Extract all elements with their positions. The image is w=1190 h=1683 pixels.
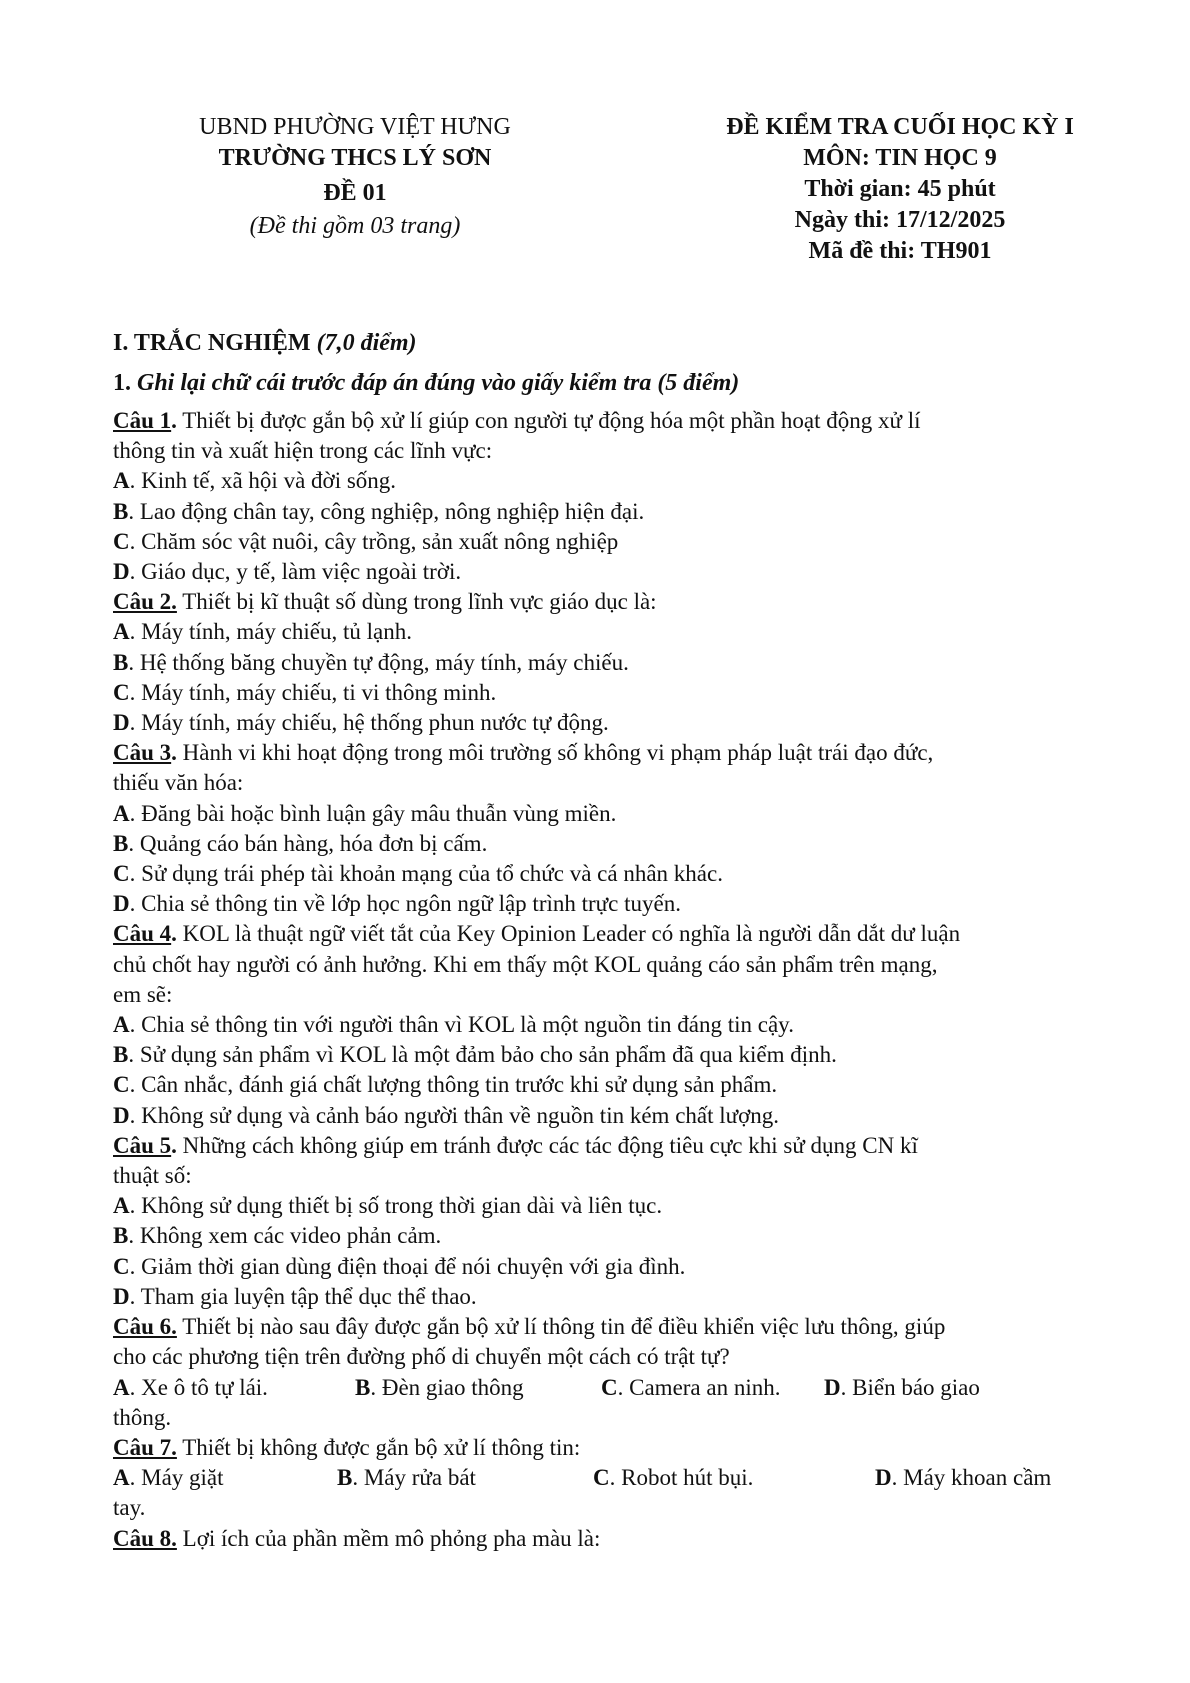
option (113, 1252, 1113, 1282)
question-text: Lợi ích của phần mềm mô phỏng pha màu là: (182, 1525, 601, 1551)
question-line (113, 1131, 1113, 1161)
exam-body (113, 328, 1113, 1554)
option-text: . Không sử dụng thiết bị số trong thời gian dài và liên tục. (129, 1193, 663, 1219)
exam-title: ĐỀ KIỂM TRA CUỐI HỌC KỲ I (726, 114, 1074, 140)
option-text: . Quảng cáo bán hàng, hóa đơn bị cấm. (128, 830, 488, 856)
option-key: B (113, 649, 129, 675)
option-key: C (601, 1374, 618, 1400)
option-key: B (113, 498, 129, 524)
option-text: . Camera an ninh. (617, 1374, 781, 1400)
question-text: cho các phương tiện trên đường phố di chuyển một cách có trật tự? (113, 1344, 730, 1370)
question-label: Câu 4 (113, 921, 172, 947)
option-key: C (113, 528, 130, 554)
option-text: . Sử dụng sản phẩm vì KOL là một đảm bảo cho sản phẩm đã qua kiểm định. (128, 1042, 837, 1068)
question-text: Thiết bị nào sau đây được gắn bộ xử lí thông tin để điều khiển việc lưu thông, giúp (182, 1314, 946, 1340)
subject: MÔN: TIN HỌC 9 (803, 145, 997, 171)
option-text: . Chia sẻ thông tin với người thân vì KOL là một nguồn tin đáng tin cậy. (129, 1012, 794, 1038)
option-key: D (113, 710, 130, 736)
option (355, 1373, 601, 1403)
question-line (113, 1433, 1113, 1463)
option (113, 708, 1113, 738)
question-text: Hành vi khi hoạt động trong môi trường số không vi phạm pháp luật trái đạo đức, (182, 740, 934, 766)
option-key: B (113, 1223, 129, 1249)
option (113, 859, 1113, 889)
question-4 (113, 919, 1113, 1130)
option (113, 1101, 1113, 1131)
option (113, 466, 1113, 496)
header-right (680, 112, 1120, 267)
question-8 (113, 1524, 1113, 1554)
option (113, 1010, 1113, 1040)
option-text: . Giáo dục, y tế, làm việc ngoài trời. (129, 559, 462, 585)
option-text: . Giảm thời gian dùng điện thoại để nói chuyện với gia đình. (129, 1253, 686, 1279)
question-list (113, 406, 1113, 1312)
option-text: . Sử dụng trái phép tài khoản mạng của tổ chức và cá nhân khác. (129, 861, 723, 887)
option-text: . Lao động chân tay, công nghiệp, nông nghiệp hiện đại. (128, 498, 645, 524)
question-7 (113, 1433, 1113, 1524)
question-line (113, 1312, 1113, 1342)
option (113, 1373, 355, 1403)
question-label: Câu 3 (113, 740, 172, 766)
question-text: em sẽ: (113, 981, 173, 1007)
option-text: . Tham gia luyện tập thể dục thể thao. (129, 1283, 477, 1309)
part-title: Ghi lại chữ cái trước đáp án đúng vào giấy kiểm tra (5 điểm) (137, 370, 740, 396)
option-key: B (113, 1042, 129, 1068)
exam-variant: ĐỀ 01 (323, 180, 387, 206)
exam-date: Ngày thi: 17/12/2025 (794, 207, 1006, 233)
option (875, 1463, 1051, 1493)
option-text: . Máy tính, máy chiếu, hệ thống phun nước tự động. (129, 710, 609, 736)
option-text: . Không xem các video phản cảm. (128, 1223, 442, 1249)
option (113, 557, 1113, 587)
option-key: B (355, 1374, 371, 1400)
option (113, 527, 1113, 557)
option-key: A (113, 1465, 130, 1491)
question-label: Câu 5 (113, 1132, 172, 1158)
question-text: chủ chốt hay người có ảnh hưởng. Khi em thấy một KOL quảng cáo sản phẩm trên mạng, (113, 951, 938, 977)
option-text: . Máy tính, máy chiếu, ti vi thông minh. (129, 679, 497, 705)
option-key: A (113, 1374, 130, 1400)
option-text: . Biển báo giao (840, 1374, 980, 1400)
option (113, 1040, 1113, 1070)
option-key: B (337, 1465, 353, 1491)
question-2 (113, 587, 1113, 738)
question-label: Câu 1 (113, 408, 172, 433)
option-text: . Đèn giao thông (370, 1374, 524, 1400)
option-key: A (113, 800, 130, 826)
question-text: thiếu văn hóa: (113, 770, 244, 796)
question-label-sep: . (171, 408, 177, 433)
option-wrap: tay. (113, 1495, 146, 1521)
question-3 (113, 738, 1113, 919)
question-line (113, 406, 1113, 436)
question-6 (113, 1312, 1113, 1433)
question-text: Thiết bị không được gắn bộ xử lí thông tin: (182, 1434, 581, 1460)
question-1 (113, 406, 1113, 587)
option-text: . Không sử dụng và cảnh báo người thân về nguồn tin kém chất lượng. (129, 1102, 780, 1128)
question-label-sep: . (171, 740, 177, 766)
option-key: C (113, 1072, 130, 1098)
part-number: 1. (113, 370, 131, 396)
duration: Thời gian: 45 phút (804, 176, 996, 202)
part-heading (113, 368, 1113, 398)
exam-code: Mã đề thi: TH901 (808, 238, 992, 264)
option-key: D (113, 891, 130, 917)
option-key: D (113, 1102, 130, 1128)
question-5 (113, 1131, 1113, 1312)
option-text: . Cân nhắc, đánh giá chất lượng thông tin trước khi sử dụng sản phẩm. (129, 1072, 778, 1098)
question-text: Thiết bị kĩ thuật số dùng trong lĩnh vực giáo dục là: (182, 589, 657, 615)
option-key: C (593, 1465, 610, 1491)
option-row (113, 1373, 1113, 1403)
option (113, 1070, 1113, 1100)
option (113, 889, 1113, 919)
question-text: thuật số: (113, 1163, 192, 1189)
option (113, 497, 1113, 527)
question-text: thông tin và xuất hiện trong các lĩnh vực: (113, 438, 493, 464)
header-left (130, 112, 580, 242)
option-wrap: thông. (113, 1404, 172, 1430)
option-text: . Robot hút bụi. (609, 1465, 754, 1491)
option (601, 1373, 824, 1403)
school-name: TRƯỜNG THCS LÝ SƠN (218, 145, 492, 171)
section-points: (7,0 điểm) (316, 330, 417, 356)
option (113, 799, 1113, 829)
option-key: D (824, 1374, 841, 1400)
question-label-sep: . (171, 1132, 177, 1158)
option-text: . Máy giặt (129, 1465, 224, 1491)
option-text: . Máy rửa bát (352, 1465, 476, 1491)
pages-note: (Đề thi gồm 03 trang) (249, 213, 461, 239)
option-key: D (875, 1465, 892, 1491)
option-text: . Xe ô tô tự lái. (129, 1374, 268, 1400)
option-key: D (113, 559, 130, 585)
option (113, 1463, 337, 1493)
question-line (113, 587, 1113, 617)
option-text: . Máy khoan cầm (891, 1465, 1052, 1491)
question-text: Thiết bị được gắn bộ xử lí giúp con người tự động hóa một phần hoạt động xử lí (182, 408, 921, 433)
question-label-sep: . (171, 921, 177, 947)
option-key: C (113, 861, 130, 887)
option (113, 1282, 1113, 1312)
option (337, 1463, 593, 1493)
option-key: B (113, 830, 129, 856)
option-text: . Máy tính, máy chiếu, tủ lạnh. (129, 619, 412, 645)
option (113, 617, 1113, 647)
section-heading (113, 328, 1113, 358)
option (824, 1373, 980, 1403)
question-label: Câu 2. (113, 589, 177, 615)
option-key: A (113, 1012, 130, 1038)
option-text: . Chia sẻ thông tin về lớp học ngôn ngữ lập trình trực tuyến. (129, 891, 681, 917)
option (113, 829, 1113, 859)
question-text: Những cách không giúp em tránh được các tác động tiêu cực khi sử dụng CN kĩ (182, 1132, 918, 1158)
option-row (113, 1463, 1113, 1493)
question-label: Câu 7. (113, 1434, 177, 1460)
question-line (113, 1524, 1113, 1554)
option-key: A (113, 619, 130, 645)
option-text: . Chăm sóc vật nuôi, cây trồng, sản xuất nông nghiệp (129, 528, 619, 554)
option-key: D (113, 1283, 130, 1309)
option-text: . Đăng bài hoặc bình luận gây mâu thuẫn vùng miền. (129, 800, 617, 826)
option (113, 1191, 1113, 1221)
option (113, 678, 1113, 708)
option (593, 1463, 875, 1493)
option-text: . Hệ thống băng chuyền tự động, máy tính, máy chiếu. (128, 649, 629, 675)
option-text: . Kinh tế, xã hội và đời sống. (129, 468, 397, 494)
question-text: KOL là thuật ngữ viết tắt của Key Opinion Leader có nghĩa là người dẫn dắt dư luận (182, 921, 961, 947)
option-key: A (113, 1193, 130, 1219)
question-label: Câu 8. (113, 1525, 177, 1551)
question-line (113, 738, 1113, 768)
section-title: I. TRẮC NGHIỆM (113, 330, 311, 356)
option-key: C (113, 679, 130, 705)
option-key: C (113, 1253, 130, 1279)
option (113, 648, 1113, 678)
option-key: A (113, 468, 130, 494)
question-line (113, 919, 1113, 949)
option (113, 1221, 1113, 1251)
question-label: Câu 6. (113, 1314, 177, 1340)
authority-name: UBND PHƯỜNG VIỆT HƯNG (199, 114, 511, 140)
